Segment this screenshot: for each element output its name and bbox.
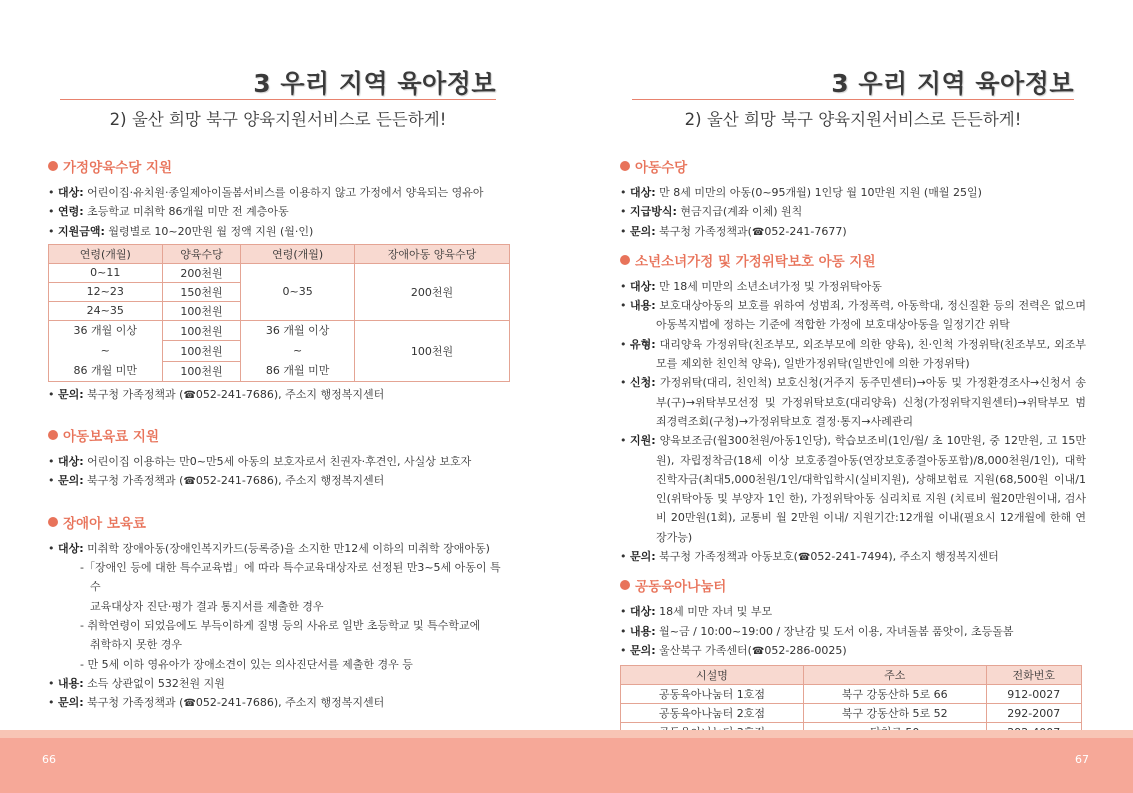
- table-header: 주소: [803, 666, 986, 685]
- page-subtitle: 2) 울산 희망 북구 양육지원서비스로 든든하게!: [684, 110, 1022, 129]
- table-cell: 12~23: [49, 282, 163, 301]
- table-header: 양육수당: [162, 244, 241, 263]
- disabled-care-note: - 만 5세 이하 영유아가 장애소견이 있는 의사진단서를 제출한 경우 등: [80, 657, 413, 671]
- disabled-care-note: 교육대상자 진단·평가 결과 통지서를 제출한 경우: [90, 599, 324, 613]
- child-allowance-method: • 지급방식: 현금지급(계좌 이체) 원칙: [620, 205, 803, 219]
- right-page: [620, 0, 1086, 730]
- right-content: [620, 156, 1086, 761]
- co-parenting-target: • 대상: 18세 미만 자녀 및 부모: [620, 605, 773, 619]
- disabled-care-content: • 내용: 소득 상관없이 532천원 지원: [48, 676, 225, 690]
- bullet-dot-icon: [620, 580, 630, 590]
- youth-support: • 지원: 양육보조금(월300천원/아동1인당), 학습보조비(1인/월/ 초 10만원, 중 12만원, 고 15만원), 자립정착금(18세 이상 보호종결아동(연장보호종결아동포함)/8,000천원/1인), 대학진학자금(최대5,000천원/1인/대학입학시(실비지원), 상해보험료 지원(68,500원 이내/1인(위탁아동 및 부양자 1인 한), 가정위탁아동 심리치료 지원 (치료비 월20만원이내, 검사비 20만원(1회), 교통비 월 2만원 이내/ 지원기간:12개월 이내(필요시 12개월에 한해 연장가능): [620, 434, 1086, 544]
- youth-contact: • 문의: 북구청 가족정책과 아동보호(☎052-241-7494), 주소지 행정복지센터: [620, 550, 999, 564]
- disabled-care-contact: • 문의: 북구청 가족정책과 (☎052-241-7686), 주소지 행정복지센터: [48, 696, 385, 710]
- phone-icon: ☎: [751, 226, 765, 238]
- table-cell: 0~11: [49, 263, 163, 282]
- disabled-care-note: -「장애인 등에 대한 특수교육법」에 따라 특수교육대상자로 선정된 만3~5세 아동이 특수: [80, 561, 501, 594]
- footer-band: [0, 738, 1133, 793]
- table-header: 연령(개월): [241, 244, 355, 263]
- section-title-youth-household: 소년소녀가정 및 가정위탁보호 아동 지원: [620, 250, 1086, 270]
- disabled-care-note: - 취학연령이 되었음에도 부득이하게 질병 등의 사유로 일반 초등학교 및 특수학교에: [80, 618, 481, 632]
- bullet-dot-icon: [48, 161, 58, 171]
- title-divider: [60, 99, 496, 100]
- home-care-contact: • 문의: 북구청 가족정책과 (☎052-241-7686), 주소지 행정복지센터: [48, 387, 385, 401]
- phone-icon: ☎: [751, 645, 765, 657]
- phone-icon: ☎: [183, 476, 196, 488]
- table-cell: 100천원: [354, 320, 509, 381]
- section-title-disabled-care: 장애아 보육료: [48, 512, 508, 532]
- left-page: [48, 0, 508, 730]
- bullet-dot-icon: [620, 161, 630, 171]
- table-cell: 100천원: [162, 341, 241, 361]
- table-header: 연령(개월): [49, 244, 163, 263]
- co-parenting-content: • 내용: 월~금 / 10:00~19:00 / 장난감 및 도서 이용, 자녀돌봄 품앗이, 초등돌봄: [620, 624, 1014, 638]
- home-care-period: • 연령: 초등학교 미취학 86개월 미만 전 계층아동: [48, 205, 289, 219]
- page-number-left: 66: [42, 753, 56, 766]
- disabled-care-note: 취학하지 못한 경우: [90, 638, 183, 652]
- chapter-title: 3 우리 지역 육아정보: [253, 69, 496, 98]
- table-cell: 36 개월 이상 ~ 86 개월 미만: [241, 320, 355, 381]
- section-title-co-parenting: 공동육아나눔터: [620, 575, 1086, 595]
- youth-type: • 유형: 대리양육 가정위탁(친조부모, 외조부모에 의한 양육), 친·인척 가정위탁(친조부모, 외조부모를 제외한 친인척 양육), 일반가정위탁(일반인에 의한 가정위탁): [620, 337, 1086, 371]
- section-title-child-allowance: 아동수당: [620, 156, 1086, 176]
- co-parenting-contact: • 문의: 울산북구 가족센터(☎052-286-0025): [620, 643, 847, 657]
- bullet-dot-icon: [48, 517, 58, 527]
- child-allowance-target: • 대상: 만 8세 미만의 아동(0~95개월) 1인당 월 10만원 지원 (매월 25일): [620, 186, 982, 199]
- youth-content: • 내용: 보호대상아동의 보호를 위하여 성범죄, 가정폭력, 아동학대, 정신질환 등의 전력은 없으며 아동복지법에 정하는 기준에 적합한 가정에 보호대상아동을 일정기간 위탁: [620, 299, 1086, 332]
- table-cell: 100천원: [162, 320, 241, 340]
- section-title-home-care: 가정양육수당 지원: [48, 156, 508, 176]
- table-cell: 100천원: [162, 301, 241, 320]
- child-allowance-contact: • 문의: 북구청 가족정책과(☎052-241-7677): [620, 224, 847, 238]
- home-care-amount: • 지원금액: 월령별로 10~20만원 월 정액 지원 (월·인): [48, 224, 314, 238]
- phone-icon: ☎: [183, 389, 196, 401]
- home-care-target: • 대상: 어린이집·유치원·종일제아이돌봄서비스를 이용하지 않고 가정에서 양육되는 영유아: [48, 186, 484, 199]
- care-fee-target: • 대상: 어린이집 이용하는 만0~만5세 아동의 보호자로서 친권자·후견인, 사실상 보호자: [48, 455, 472, 469]
- section-title-care-fee: 아동보육료 지원: [48, 425, 508, 445]
- table-cell: 24~35: [49, 301, 163, 320]
- table-row: 공동육아나눔터 1호점 북구 강동산하 5로 66 912-0027: [621, 685, 1082, 704]
- left-content: [48, 156, 508, 713]
- table-header: 장애아동 양육수당: [354, 244, 509, 263]
- table-cell: 200천원: [354, 263, 509, 320]
- bullet-dot-icon: [620, 255, 630, 265]
- footer-accent-band: [0, 730, 1133, 738]
- youth-apply: • 신청: 가정위탁(대리, 친인척) 보호신청(거주지 동주민센터)→아동 및 가정환경조사→신청서 송부(구)→위탁부모선정 및 가정위탁보호(대리양육) 신청(가정위탁지원센터)→위탁부모 범죄경력조회(구청)→가정위탁보호 결정·통지→사례관리: [620, 376, 1086, 428]
- table-cell: 150천원: [162, 282, 241, 301]
- table-header: 시설명: [621, 666, 804, 685]
- page-number-right: 67: [1075, 753, 1089, 766]
- table-cell: 36 개월 이상 ~ 86 개월 미만: [49, 320, 163, 381]
- table-header: 전화번호: [986, 666, 1081, 685]
- table-cell: 200천원: [162, 263, 241, 282]
- phone-icon: ☎: [183, 698, 196, 710]
- table-cell: 0~35: [241, 263, 355, 320]
- phone-icon: ☎: [797, 552, 811, 564]
- table-cell: 100천원: [162, 361, 241, 381]
- title-divider: [632, 99, 1074, 100]
- page-subtitle: 2) 울산 희망 북구 양육지원서비스로 든든하게!: [109, 110, 447, 129]
- home-care-table: [48, 244, 510, 382]
- youth-target: • 대상: 만 18세 미만의 소년소녀가정 및 가정위탁아동: [620, 279, 882, 293]
- care-fee-contact: • 문의: 북구청 가족정책과 (☎052-241-7686), 주소지 행정복지센터: [48, 474, 385, 488]
- bullet-dot-icon: [48, 430, 58, 440]
- disabled-care-target: • 대상: 미취학 장애아동(장애인복지카드(등록증)을 소지한 만12세 이하의 미취학 장애아동): [48, 541, 490, 555]
- chapter-title: 3 우리 지역 육아정보: [831, 69, 1074, 98]
- table-row: 공동육아나눔터 2호점 북구 강동산하 5로 52 292-2007: [621, 704, 1082, 723]
